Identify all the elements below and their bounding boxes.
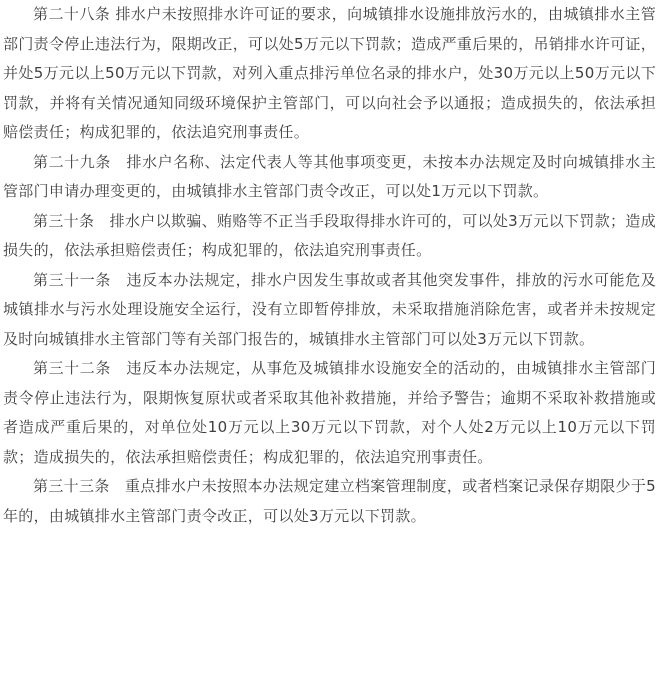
article-33: 第三十三条 重点排水户未按照本办法规定建立档案管理制度，或者档案记录保存期限少于5年的，由城镇排水主管部门责令改正，可以处3万元以下罚款。 [3,477,656,525]
article-29: 第二十九条 排水户名称、法定代表人等其他事项变更，未按本办法规定及时向城镇排水主管部门申请办理变更的，由城镇排水主管部门责令改正，可以处1万元以下罚款。 [3,152,656,200]
article-28: 第二十八条 排水户未按照排水许可证的要求，向城镇排水设施排放污水的，由城镇排水主管部门责令停止违法行为，限期改正，可以处5万元以下罚款；造成严重后果的，吊销排水许可证，并处5万元以上50万元以下罚款，对列入重点排污单位名录的排水户，处30万元以上50万元以下罚款，并将有关情况通知同级环境保护主管部门，可以向社会予以通报；造成损失的，依法承担赔偿责任；构成犯罪的，依法追究刑事责任。 [3,5,656,141]
article-31: 第三十一条 违反本办法规定，排水户因发生事故或者其他突发事件，排放的污水可能危及城镇排水与污水处理设施安全运行，没有立即暂停排放，未采取措施消除危害，或者并未按规定及时向城镇排水主管部门等有关部门报告的，城镇排水主管部门可以处3万元以下罚款。 [3,270,656,348]
article-32: 第三十二条 违反本办法规定，从事危及城镇排水设施安全的活动的，由城镇排水主管部门责令停止违法行为，限期恢复原状或者采取其他补救措施，并给予警告；逾期不采取补救措施或者造成严重后果的，对单位处10万元以上30万元以下罚款，对个人处2万元以上10万元以下罚款；造成损失的，依法承担赔偿责任；构成犯罪的，依法追究刑事责任。 [3,359,656,466]
article-30: 第三十条 排水户以欺骗、贿赂等不正当手段取得排水许可的，可以处3万元以下罚款；造成损失的，依法承担赔偿责任；构成犯罪的，依法追究刑事责任。 [3,211,656,259]
